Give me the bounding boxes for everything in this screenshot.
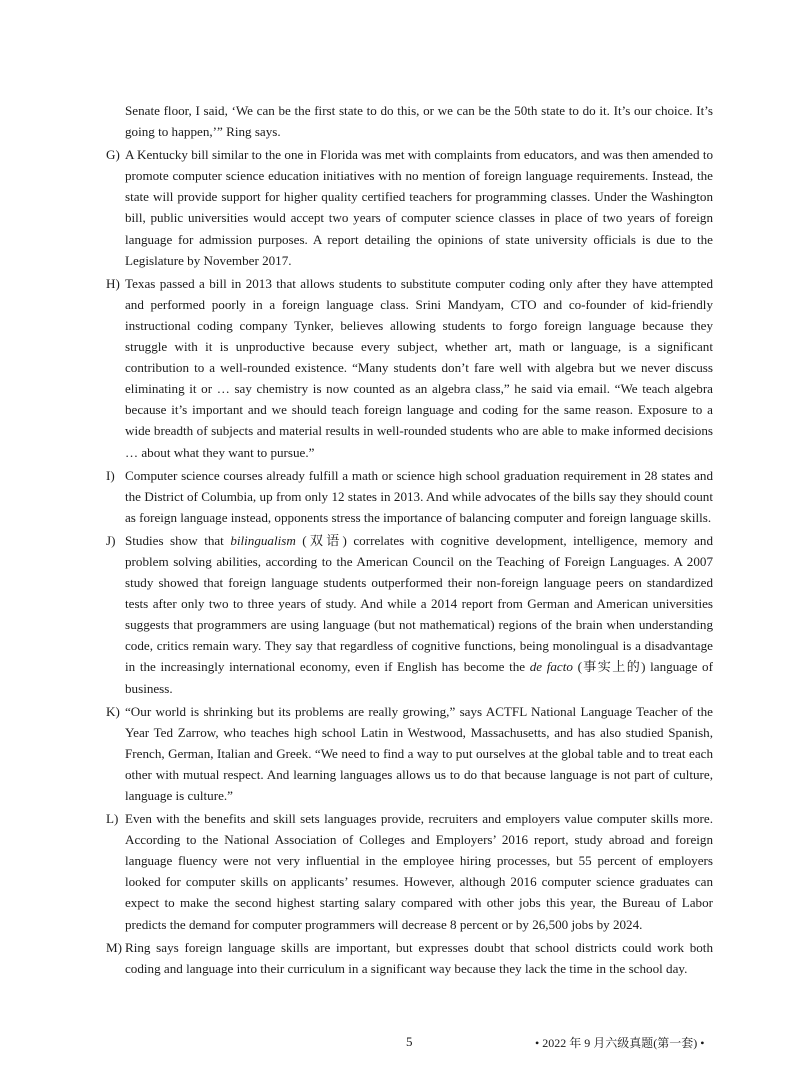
paragraph-k — [106, 701, 713, 806]
paragraph-m — [106, 937, 713, 979]
paragraph-j — [106, 530, 713, 699]
paragraph-label: G) — [106, 147, 120, 163]
paragraph-label: I) — [106, 467, 115, 483]
exam-source: • 2022 年 9 月六级真题(第一套) • — [535, 1036, 705, 1050]
article-body — [106, 100, 713, 981]
paragraph-text: (事实上的) language of business. — [125, 659, 713, 696]
paragraph-text: Even with the benefits and skill sets languages provide, recruiters and employers value computer skills more. According to the National Association of Colleges and Employers’ 2016 report, study abroad and foreign language fluency were not very influential in the employee hiring processes, but 55 percent of employers looked for computer skills on applicants’ resumes. However, although 2016 computer science graduates can expect to make the second highest starting salary compared with other jobs this year, the Bureau of Labor predicts the demand for computer programmers will decrease 8 percent or by 26,500 jobs by 2024. — [125, 811, 713, 932]
paragraph-label: J) — [106, 532, 116, 548]
italic-term: bilingualism — [230, 532, 296, 548]
italic-term: de facto — [529, 659, 573, 675]
paragraph-text: “Our world is shrinking but its problems are really growing,” says ACTFL National Language Teacher of the Year Ted Zarrow, who teaches high school Latin in Westwood, Massachusetts, and has also studied Spanish, French, German, Italian and Greek. “We need to find a way to put ourselves at the global table and to treat each other with mutual respect. And learning languages allows us to do that because language is not part of culture, language is culture.” — [125, 703, 713, 803]
paragraph-l — [106, 808, 713, 935]
paragraph-i — [106, 465, 713, 528]
paragraph-text: Computer science courses already fulfill a math or science high school graduation requirement in 28 states and the District of Columbia, up from only 12 states in 2013. And while advocates of the bills say they should count as foreign language instead, opponents stress the importance of balancing computer and foreign language skills. — [125, 467, 713, 525]
paragraph-text: Ring says foreign language skills are important, but expresses doubt that school districts could work both coding and language into their curriculum in a significant way because they lack the time in the school day. — [125, 939, 713, 976]
paragraph-text: Studies show that — [125, 532, 231, 548]
paragraph-label: K) — [106, 703, 120, 719]
continued-paragraph: Senate floor, I said, ‘We can be the first state to do this, or we can be the 50th state to do it. It’s our choice. It’s going to happen,’” Ring says. — [125, 103, 713, 140]
paragraph-label: H) — [106, 275, 120, 291]
paragraph-g — [106, 144, 713, 271]
paragraph-text: (双语) correlates with cognitive development, intelligence, memory and problem solving abilities, according to the American Council on the Teaching of Foreign Languages. A 2007 study showed that foreign language students outperformed their non-foreign language peers on standardized tests after only two to three years of study. And while a 2014 report from German and American universities suggests that programmers are using language (but not mathematical) regions of the brain when understanding code, critics remain wary. They say that regardless of cognitive functions, being monolingual is a disadvantage in the increasingly international economy, even if English has become the — [125, 532, 713, 675]
paragraph-label: M) — [106, 939, 123, 955]
paragraph-h — [106, 273, 713, 463]
page-number: 5 — [406, 1034, 413, 1049]
paragraph-label: L) — [106, 811, 119, 827]
paragraph-text: A Kentucky bill similar to the one in Florida was met with complaints from educators, and was then amended to promote computer science education initiatives with no mention of foreign language requirements. Instead, the state will provide support for higher quality certified teachers for programming classes. Under the Washington bill, public universities would accept two years of computer science classes in place of two years of foreign language for admission purposes. A report detailing the opinions of state university officials is due to the Legislature by November 2017. — [125, 147, 713, 268]
paragraph-text: Texas passed a bill in 2013 that allows students to substitute computer coding only after they have attempted and performed poorly in a foreign language class. Srini Mandyam, CTO and co-founder of kid-friendly instructional coding company Tynker, believes allowing students to forgo foreign language because they struggle with it is unproductive because every subject, whether art, math or language, is a significant contribution to a well-rounded existence. “Many students don’t fare well with algebra but we never discuss eliminating it or … say chemistry is now counted as an algebra class,” he said via email. “We teach algebra because it’s important and we should teach foreign language and coding for the same reason. Exposure to a wide breadth of subjects and material results in well-rounded students who are able to make informed decisions … about what they want to pursue.” — [125, 275, 713, 460]
